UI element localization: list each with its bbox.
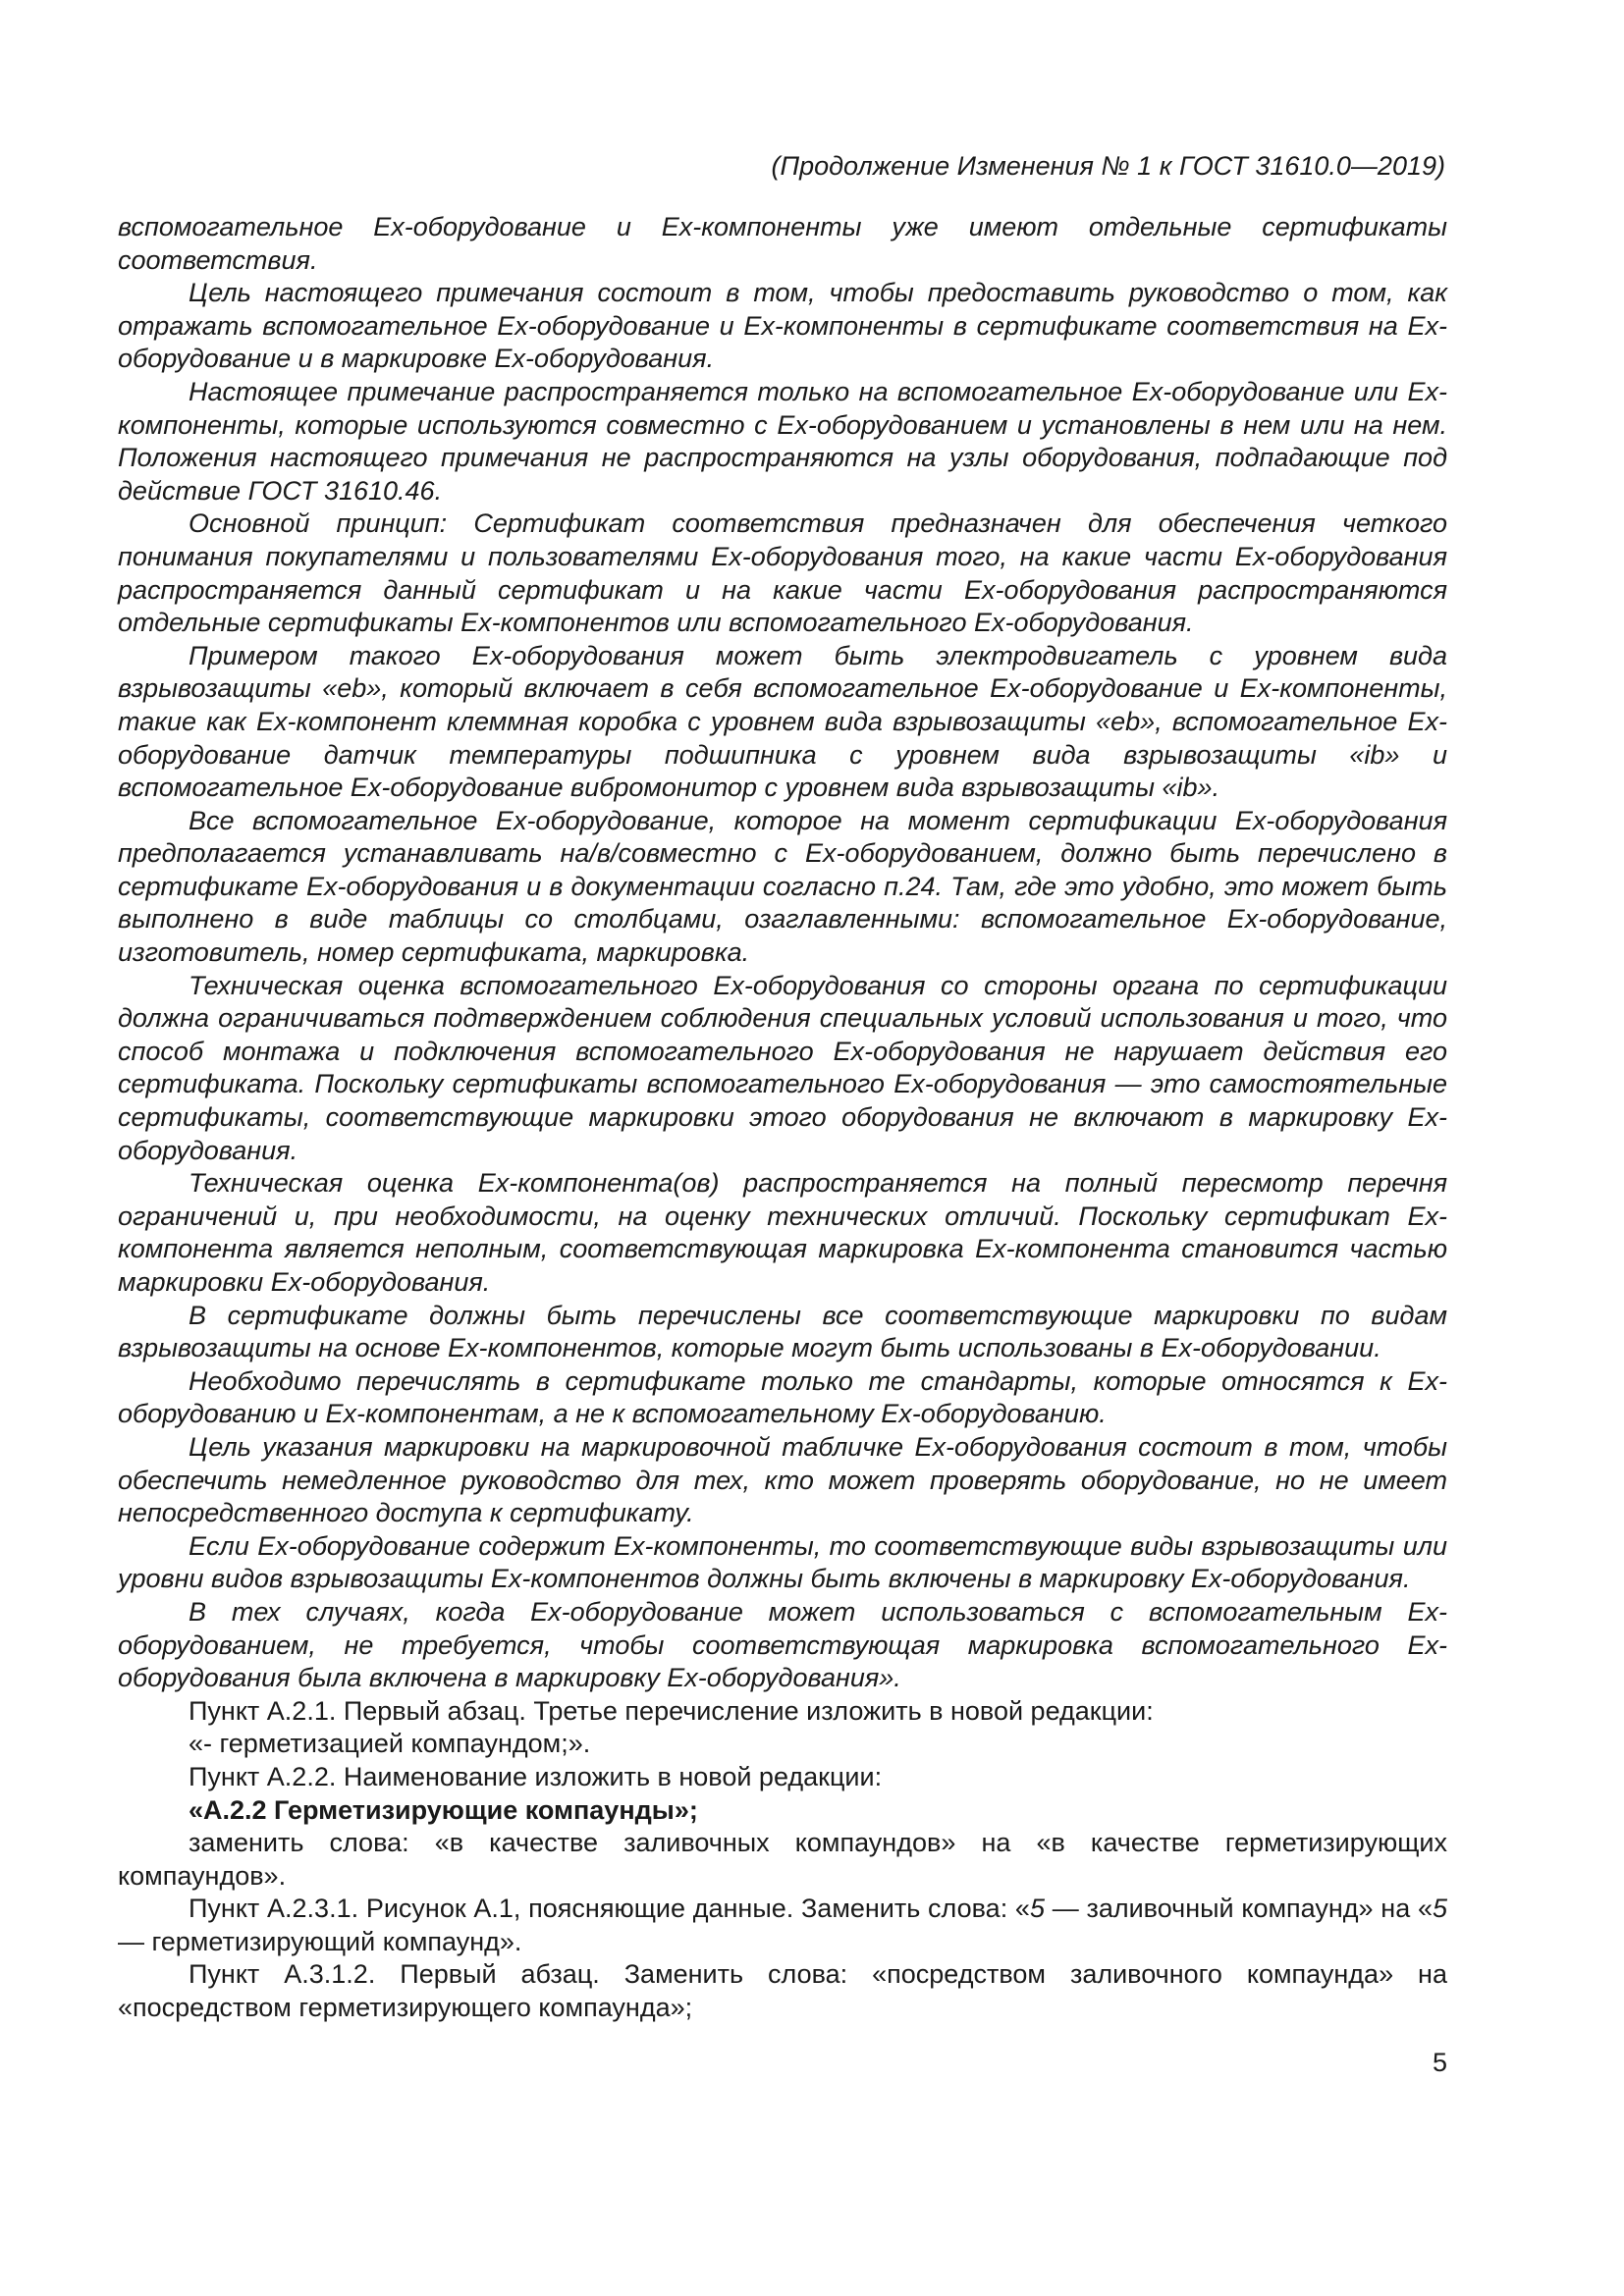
a231-mid: — заливочный компаунд» на « [1044,1894,1433,1924]
note-paragraph: Необходимо перечислять в сертификате только те стандарты, которые относятся к Ex-оборудованию и Ex-компонентам, а не к вспомогательному Ex-оборудованию. [118,1365,1447,1429]
note-paragraph: Основной принцип: Сертификат соответствия предназначен для обеспечения четкого понимания покупателями и пользователями Ex-оборудования того, на какие части Ex-оборудования распространяется данный сертификат и на какие части Ex-оборудования распространяются отдельные сертификаты Ex-компонентов или вспомогательного Ex-оборудования. [118,508,1447,638]
note-paragraph: В сертификате должны быть перечислены все соответствующие маркировки по видам взрывозащиты на основе Ex-компонентов, которые могут быть использованы в Ex-оборудовании. [118,1300,1447,1363]
note-paragraph: Цель настоящего примечания состоит в том, чтобы предоставить руководство о том, как отражать вспомогательное Ex-оборудование и Ex-компоненты в сертификате соответствия на Ex-оборудование и в маркировке Ex-оборудования. [118,278,1447,374]
note-paragraph: Примером такого Ex-оборудования может быть электродвигатель с уровнем вида взрывозащиты «eb», который включает в себя вспомогательное Ex-оборудование и Ex-компоненты, такие как Ex-компонент клеммная коробка с уровнем вида взрывозащиты «eb», вспомогательное Ex-оборудование датчик температуры подшипника с уровнем вида взрывозащиты «ib» и вспомогательное Ex-оборудование вибромонитор с уровнем вида взрывозащиты «ib». [118,640,1447,803]
note-paragraph: Если Ex-оборудование содержит Ex-компоненты, то соответствующие виды взрывозащиты или уровни видов взрывозащиты Ex-компонентов должны быть включены в маркировку Ex-оборудования. [118,1530,1447,1594]
note-paragraph: Все вспомогательное Ex-оборудование, которое на момент сертификации Ex-оборудования предполагается устанавливать на/в/совместно с Ex-оборудованием, должно быть перечислено в сертификате Ex-оборудования и в документации согласно п.24. Там, где это удобно, это может быть выполнено в виде таблицы со столбцами, озаглавленными: вспомогательное Ex-оборудование, изготовитель, номер сертификата, маркировка. [118,805,1447,968]
a231-post: — герметизирующий компаунд». [118,1926,522,1956]
note-paragraph: вспомогательное Ex-оборудование и Ex-компоненты уже имеют отдельные сертификаты соответствия. [118,212,1447,275]
a231-num2: 5 [1432,1894,1448,1924]
amendment-a22-replace: заменить слова: «в качестве заливочных компаундов» на «в качестве герметизирующих компаундов». [118,1828,1447,1891]
note-paragraph: Цель указания маркировки на маркировочной табличке Ex-оборудования состоит в том, чтобы обеспечить немедленное руководство для тех, кто может проверять оборудование, но не имеет непосредственного доступа к сертификату. [118,1431,1447,1528]
note-paragraph: В тех случаях, когда Ex-оборудование может использоваться с вспомогательным Ex-оборудованием, не требуется, чтобы соответствующая маркировка вспомогательного Ex-оборудования была включена в маркировку Ex-оборудования». [118,1596,1447,1693]
note-paragraph: Техническая оценка вспомогательного Ex-оборудования со стороны органа по сертификации должна ограничиваться подтверждением соблюдения специальных условий использования и того, что способ монтажа и подключения вспомогательного Ex-оборудования не нарушает действия его сертификата. Поскольку сертификаты вспомогательного Ex-оборудования — это самостоятельные сертификаты, соответствующие маркировки этого оборудования не включают в маркировку Ex-оборудования. [118,970,1447,1165]
a231-pre: Пункт А.2.3.1. Рисунок А.1, поясняющие данные. Заменить слова: « [189,1894,1030,1924]
amendment-a22-heading: «А.2.2 Герметизирующие компаунды»; [189,1794,698,1825]
note-paragraph: Настоящее примечание распространяется только на вспомогательное Ex-оборудование или Ex-компоненты, которые используются совместно с Ex-оборудованием и установлены в нем или на нем. Положения настоящего примечания не распространяются на узлы оборудования, подпадающие под действие ГОСТ 31610.46. [118,376,1447,506]
amendment-a312: Пункт А.3.1.2. Первый абзац. Заменить слова: «посредством заливочного компаунда» на «посредством герметизирующего компаунда»; [118,1959,1447,2023]
amendment-a211-intro: Пункт А.2.1. Первый абзац. Третье перечисление изложить в новой редакции: [189,1695,1154,1726]
page-number: 5 [1432,2048,1447,2077]
amendment-a231 [118,1893,1447,1958]
document-body [118,211,1447,2025]
continuation-header: (Продолжение Изменения № 1 к ГОСТ 31610.0—2019) [771,151,1445,181]
a231-num1: 5 [1029,1894,1045,1924]
note-paragraph: Техническая оценка Ex-компонента(ов) распространяется на полный пересмотр перечня ограничений и, при необходимости, на оценку технических отличий. Поскольку сертификат Ex-компонента является неполным, соответствующая маркировка Ex-компонента становится частью маркировки Ex-оборудования. [118,1168,1447,1297]
amendment-a22-intro: Пункт А.2.2. Наименование изложить в новой редакции: [189,1761,883,1791]
amendment-a211-text: «- герметизацией компаундом;». [189,1729,591,1759]
